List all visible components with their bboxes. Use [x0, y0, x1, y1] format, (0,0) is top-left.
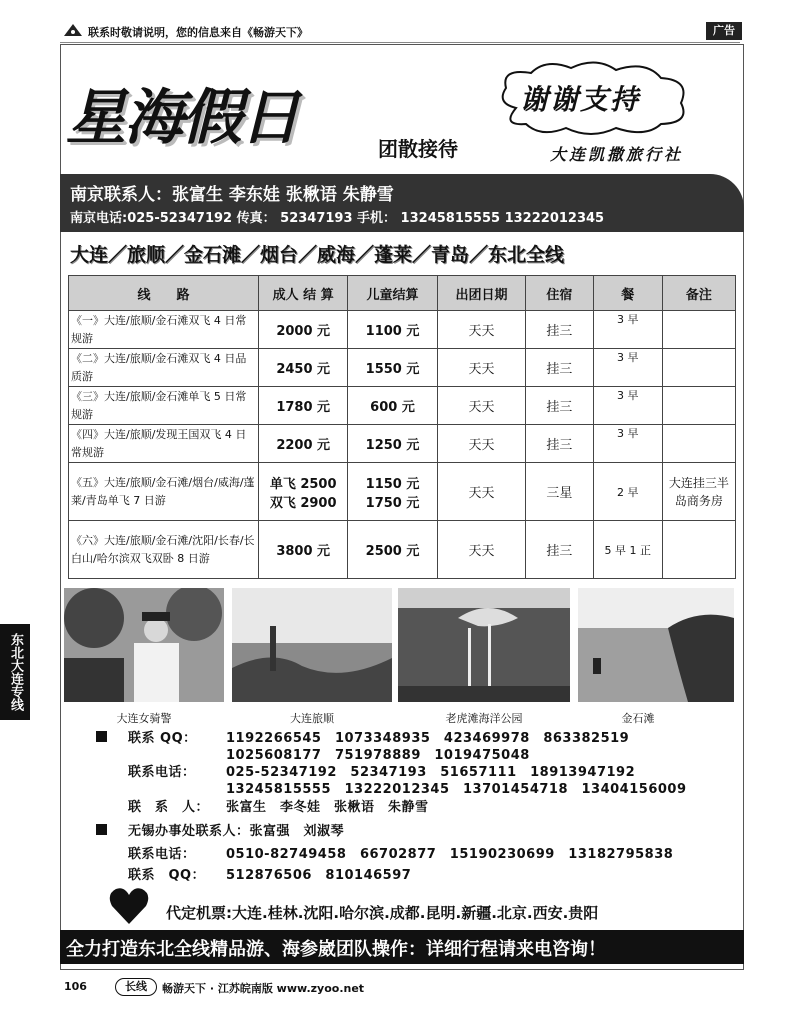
date-cell: 天天 — [437, 311, 526, 349]
col-date: 出团日期 — [437, 276, 526, 311]
table-row — [69, 387, 736, 425]
wuxi-tel-label: 联系电话： — [128, 847, 196, 862]
side-tab: 东北大连专线 — [0, 624, 30, 720]
wuxi-qq-label: 联系 QQ： — [128, 868, 206, 883]
col-meal: 餐 — [593, 276, 662, 311]
col-stay: 住宿 — [526, 276, 593, 311]
note-cell: 大连挂三半岛商务房 — [662, 463, 735, 521]
child-price: 600 元 — [348, 387, 437, 425]
adult-price: 3800 元 — [259, 521, 348, 579]
stay-cell: 三星 — [526, 463, 593, 521]
thanks-text: 谢谢支持 — [520, 83, 641, 116]
route-banner: 大连／旅顺／金石滩／烟台／威海／蓬莱／青岛／东北全线 — [70, 244, 565, 266]
group-reception: 团散接待 — [378, 137, 458, 161]
stay-cell: 挂三 — [526, 425, 593, 463]
adult-price: 2450 元 — [259, 349, 348, 387]
date-cell: 天天 — [437, 521, 526, 579]
person-label: 联 系 人： — [128, 800, 210, 815]
lushun-photo — [232, 588, 392, 702]
adult-price: 1780 元 — [259, 387, 348, 425]
child-price: 1100 元 — [348, 311, 437, 349]
route-cell: 《四》大连/旅顺/发现王国双飞 4 日常规游 — [69, 425, 259, 463]
note-cell — [662, 349, 735, 387]
child-price: 1250 元 — [348, 425, 437, 463]
route-cell: 《一》大连/旅顺/金石滩双飞 4 日常规游 — [69, 311, 259, 349]
mounted-police-photo — [64, 588, 224, 702]
col-child: 儿童结算 — [348, 276, 437, 311]
tel-label: 联系电话： — [128, 765, 196, 780]
tel-line-1: 025-52347192 52347193 51657111 18913947192 — [226, 765, 636, 780]
date-cell: 天天 — [437, 425, 526, 463]
meal-cell: 2 早 — [593, 463, 662, 521]
jinshitan-photo — [578, 588, 734, 702]
child-price: 1550 元 — [348, 349, 437, 387]
agency-name: 大连凯撒旅行社 — [550, 145, 684, 164]
table-row — [69, 311, 736, 349]
stay-cell: 挂三 — [526, 311, 593, 349]
table-header-row — [69, 276, 736, 311]
qq-line-1: 1192266545 1073348935 423469978 863382519 — [226, 731, 630, 746]
child-price: 2500 元 — [348, 521, 437, 579]
meal-cell: 3 早 — [593, 387, 662, 425]
note-cell — [662, 387, 735, 425]
caption-police: 大连女骑警 — [116, 712, 172, 725]
stay-cell: 挂三 — [526, 349, 593, 387]
slogan: 全力打造东北全线精品游、海参崴团队操作：详细行程请来电咨询！ — [66, 939, 606, 960]
note-cell — [662, 521, 735, 579]
tel-line-2: 13245815555 13222012345 13701454718 13404156009 — [226, 782, 687, 797]
caption-jinshitan: 金石滩 — [621, 712, 655, 725]
col-adult: 成人 结 算 — [259, 276, 348, 311]
page-number: 106 — [64, 980, 87, 993]
wuxi-qq: 512876506 810146597 — [226, 868, 412, 883]
bullet-square-icon — [96, 824, 107, 835]
source-note: 联系时敬请说明，您的信息来自《畅游天下》 — [88, 26, 308, 39]
qq-label: 联系 QQ： — [128, 731, 197, 746]
date-cell: 天天 — [437, 463, 526, 521]
ticket-agent: 代定机票:大连.桂林.沈阳.哈尔滨.成都.昆明.新疆.北京.西安.贵阳 — [166, 904, 599, 922]
laohutan-park-photo — [398, 588, 570, 702]
adult-price: 2200 元 — [259, 425, 348, 463]
date-cell: 天天 — [437, 349, 526, 387]
magazine-logo-icon — [62, 22, 84, 38]
brand-title: 星海假日 — [66, 83, 298, 153]
adult-price: 单飞 2500 双飞 2900 — [259, 463, 348, 521]
bullet-square-icon — [96, 731, 107, 742]
stay-cell: 挂三 — [526, 387, 593, 425]
table-row — [69, 463, 736, 521]
table-row — [69, 349, 736, 387]
meal-cell: 3 早 — [593, 311, 662, 349]
route-cell: 《三》大连/旅顺/金石滩单飞 5 日常规游 — [69, 387, 259, 425]
col-route: 线 路 — [69, 276, 259, 311]
person-names: 张富生 李冬娃 张楸语 朱静雪 — [226, 800, 429, 815]
meal-cell: 3 早 — [593, 349, 662, 387]
meal-cell: 5 早 1 正 — [593, 521, 662, 579]
table-row — [69, 521, 736, 579]
child-price: 1150 元 1750 元 — [348, 463, 437, 521]
stay-cell: 挂三 — [526, 521, 593, 579]
heart-icon — [108, 886, 150, 926]
col-note: 备注 — [662, 276, 735, 311]
footer-tag: 长线 — [115, 978, 157, 996]
caption-laohutan: 老虎滩海洋公园 — [445, 712, 523, 725]
meal-cell: 3 早 — [593, 425, 662, 463]
date-cell: 天天 — [437, 387, 526, 425]
adult-price: 2000 元 — [259, 311, 348, 349]
wuxi-tel: 0510-82749458 66702877 15190230699 13182795838 — [226, 847, 674, 862]
route-cell: 《二》大连/旅顺/金石滩双飞 4 日品质游 — [69, 349, 259, 387]
note-cell — [662, 311, 735, 349]
note-cell — [662, 425, 735, 463]
route-cell: 《五》大连/旅顺/金石滩/烟台/威海/蓬莱/青岛单飞 7 日游 — [69, 463, 259, 521]
qq-line-2: 1025608177 751978889 1019475048 — [226, 748, 530, 763]
table-row — [69, 425, 736, 463]
nanjing-contacts: 南京联系人：张富生 李东娃 张楸语 朱静雪 — [70, 185, 394, 205]
wuxi-title: 无锡办事处联系人：张富强 刘淑琴 — [128, 824, 345, 839]
footer-text: 畅游天下 · 江苏皖南版 www.zyoo.net — [162, 982, 365, 995]
ad-tag: 广告 — [706, 22, 742, 40]
nanjing-phones: 南京电话:025-52347192 传真： 52347193 手机： 13245815555 13222012345 — [70, 211, 605, 226]
price-table — [68, 275, 736, 579]
caption-lushun: 大连旅顺 — [290, 712, 334, 725]
route-cell: 《六》大连/旅顺/金石滩/沈阳/长春/长白山/哈尔滨双飞双卧 8 日游 — [69, 521, 259, 579]
